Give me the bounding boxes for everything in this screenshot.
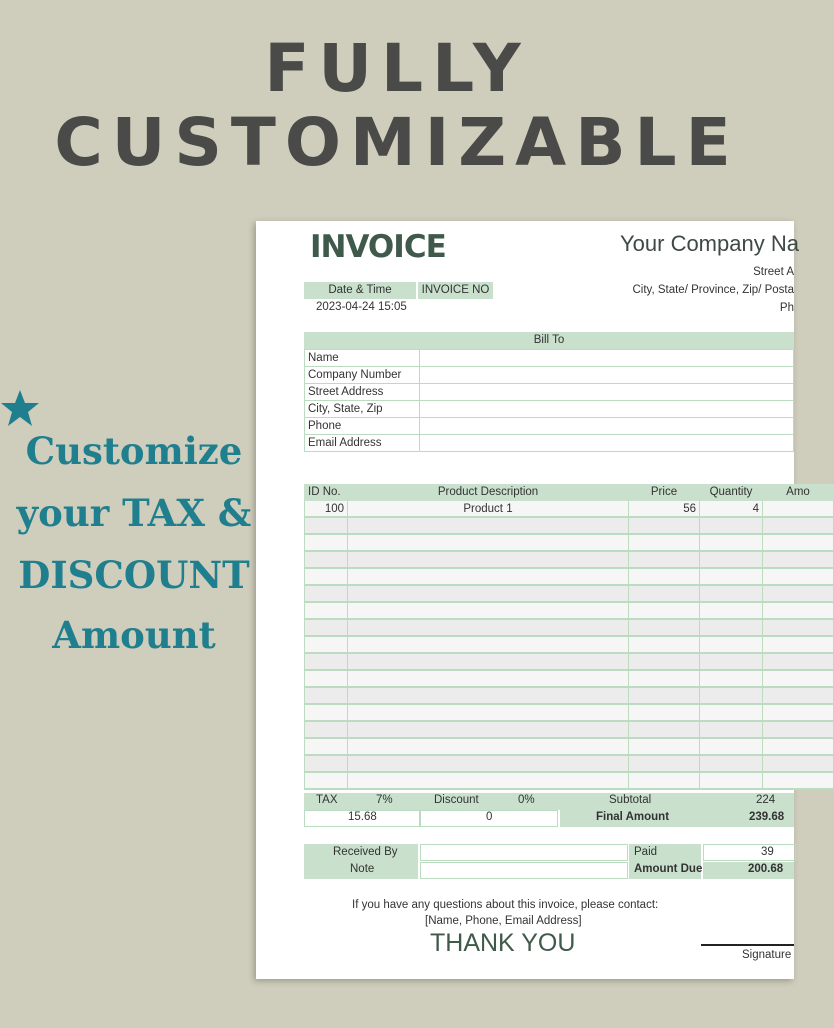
table-row <box>305 653 834 670</box>
bill-to-table <box>304 349 794 452</box>
table-row <box>305 721 834 738</box>
item-id-cell[interactable]: 100 <box>305 500 348 517</box>
headline-line-1: FULLY <box>264 30 530 107</box>
item-price-cell[interactable] <box>629 738 700 755</box>
item-amount-cell[interactable] <box>763 687 834 704</box>
item-quantity-cell[interactable] <box>700 687 763 704</box>
item-price-cell[interactable] <box>629 721 700 738</box>
item-price-cell[interactable] <box>629 636 700 653</box>
item-amount-cell[interactable] <box>763 653 834 670</box>
tax-value: 15.68 <box>348 811 377 823</box>
item-id-cell[interactable] <box>305 704 348 721</box>
invoice-no-label: INVOICE NO <box>418 282 493 299</box>
item-price-cell[interactable] <box>629 585 700 602</box>
item-id-cell[interactable] <box>305 551 348 568</box>
item-price-cell[interactable] <box>629 551 700 568</box>
bill-row-name <box>305 350 794 367</box>
item-price-cell[interactable] <box>629 517 700 534</box>
item-quantity-cell[interactable] <box>700 534 763 551</box>
item-id-cell[interactable] <box>305 636 348 653</box>
item-description-cell[interactable] <box>348 755 629 772</box>
item-description-cell[interactable] <box>348 602 629 619</box>
bill-row-city <box>305 401 794 418</box>
company-name[interactable]: Your Company Na <box>620 231 799 256</box>
contact-line-1: If you have any questions about this invoice, please contact: <box>352 899 659 911</box>
date-value[interactable]: 2023-04-24 15:05 <box>316 301 407 313</box>
item-description-cell[interactable] <box>348 551 629 568</box>
final-amount-value: 239.68 <box>749 811 785 823</box>
headline-line-2: CUSTOMIZABLE <box>54 104 740 181</box>
table-row <box>305 755 834 772</box>
item-quantity-cell[interactable] <box>700 772 763 789</box>
totals-value-bar <box>304 810 794 827</box>
item-id-cell[interactable] <box>305 653 348 670</box>
item-id-cell[interactable] <box>305 517 348 534</box>
table-row <box>305 602 834 619</box>
item-quantity-cell[interactable] <box>700 653 763 670</box>
item-amount-cell[interactable] <box>763 568 834 585</box>
item-amount-cell[interactable] <box>763 585 834 602</box>
item-amount-cell[interactable] <box>763 772 834 789</box>
table-row <box>305 551 834 568</box>
item-price-cell[interactable] <box>629 568 700 585</box>
item-description-cell[interactable] <box>348 534 629 551</box>
item-description-cell[interactable] <box>348 619 629 636</box>
item-quantity-cell[interactable] <box>700 670 763 687</box>
item-quantity-cell[interactable] <box>700 619 763 636</box>
table-row <box>305 585 834 602</box>
col-amount-header: Amo <box>763 484 834 500</box>
item-id-cell[interactable] <box>305 687 348 704</box>
bill-value[interactable] <box>420 418 794 435</box>
item-price-cell[interactable] <box>629 534 700 551</box>
discount-value: 0 <box>486 811 493 823</box>
tax-label: TAX <box>316 794 338 806</box>
item-quantity-cell[interactable] <box>700 517 763 534</box>
item-price-cell[interactable] <box>629 602 700 619</box>
bill-value[interactable] <box>420 401 794 418</box>
item-amount-cell[interactable] <box>763 602 834 619</box>
item-amount-cell[interactable] <box>763 517 834 534</box>
subtotal-value: 224 <box>756 794 776 806</box>
col-quantity-header: Quantity <box>700 484 763 500</box>
item-id-cell[interactable] <box>305 738 348 755</box>
item-quantity-cell[interactable] <box>700 568 763 585</box>
col-description-header: Product Description <box>348 484 629 500</box>
received-by-label: Received By <box>333 846 398 858</box>
item-amount-cell[interactable] <box>763 619 834 636</box>
table-row <box>305 517 834 534</box>
item-price-cell[interactable] <box>629 704 700 721</box>
bill-value[interactable] <box>420 350 794 367</box>
item-price-cell[interactable]: 56 <box>629 500 700 517</box>
date-label: Date & Time <box>304 282 416 299</box>
note-field[interactable] <box>420 862 628 879</box>
item-description-cell[interactable]: Product 1 <box>348 500 629 517</box>
item-price-cell[interactable] <box>629 687 700 704</box>
item-id-cell[interactable] <box>305 721 348 738</box>
table-row <box>305 704 834 721</box>
item-quantity-cell[interactable] <box>700 636 763 653</box>
item-description-cell[interactable] <box>348 721 629 738</box>
item-quantity-cell[interactable] <box>700 738 763 755</box>
bill-value[interactable] <box>420 384 794 401</box>
bill-label: City, State, Zip <box>305 401 420 418</box>
signature-line <box>701 944 794 946</box>
table-row <box>305 738 834 755</box>
table-row <box>305 772 834 789</box>
bill-value[interactable] <box>420 435 794 452</box>
company-street[interactable]: Street A <box>753 266 794 278</box>
item-description-cell[interactable] <box>348 772 629 789</box>
table-row <box>305 568 834 585</box>
bill-row-phone <box>305 418 794 435</box>
company-phone[interactable]: Ph <box>779 302 794 314</box>
bill-label: Company Number <box>305 367 420 384</box>
promo-line-2: your TAX & <box>16 491 252 535</box>
item-id-cell[interactable] <box>305 670 348 687</box>
item-quantity-cell[interactable] <box>700 755 763 772</box>
table-row <box>305 670 834 687</box>
col-price-header: Price <box>629 484 700 500</box>
item-description-cell[interactable] <box>348 687 629 704</box>
bill-row-company <box>305 367 794 384</box>
item-description-cell[interactable] <box>348 738 629 755</box>
bill-label: Phone <box>305 418 420 435</box>
received-by-field[interactable] <box>420 844 628 861</box>
bill-label: Street Address <box>305 384 420 401</box>
paid-value: 39 <box>761 846 774 858</box>
item-id-cell[interactable] <box>305 568 348 585</box>
item-amount-cell[interactable] <box>763 721 834 738</box>
item-description-cell[interactable] <box>348 653 629 670</box>
invoice-sheet <box>256 221 810 979</box>
item-amount-cell[interactable] <box>763 500 834 517</box>
item-price-cell[interactable] <box>629 619 700 636</box>
item-description-cell[interactable] <box>348 636 629 653</box>
item-quantity-cell[interactable] <box>700 704 763 721</box>
col-id-header: ID No. <box>305 484 348 500</box>
item-quantity-cell[interactable] <box>700 585 763 602</box>
signature-label: Signature <box>742 949 792 961</box>
discount-rate[interactable]: 0% <box>518 794 535 806</box>
item-price-cell[interactable] <box>629 755 700 772</box>
company-city[interactable]: City, State/ Province, Zip/ Posta <box>632 284 794 296</box>
item-quantity-cell[interactable]: 4 <box>700 500 763 517</box>
items-table <box>304 484 834 790</box>
item-id-cell[interactable] <box>305 619 348 636</box>
item-quantity-cell[interactable] <box>700 551 763 568</box>
item-amount-cell[interactable] <box>763 670 834 687</box>
bill-value[interactable] <box>420 367 794 384</box>
note-label: Note <box>350 863 375 875</box>
item-amount-cell[interactable] <box>763 738 834 755</box>
amount-due-label: Amount Due <box>634 863 703 875</box>
item-quantity-cell[interactable] <box>700 721 763 738</box>
amount-due-value: 200.68 <box>748 863 784 875</box>
item-id-cell[interactable] <box>305 772 348 789</box>
bill-row-street <box>305 384 794 401</box>
item-price-cell[interactable] <box>629 653 700 670</box>
item-description-cell[interactable] <box>348 568 629 585</box>
item-id-cell[interactable] <box>305 755 348 772</box>
discount-label: Discount <box>434 794 479 806</box>
table-row <box>305 687 834 704</box>
final-amount-label: Final Amount <box>596 811 670 823</box>
item-description-cell[interactable] <box>348 585 629 602</box>
item-amount-cell[interactable] <box>763 551 834 568</box>
item-id-cell[interactable] <box>305 534 348 551</box>
bill-to-heading: Bill To <box>304 332 794 349</box>
paid-label: Paid <box>634 846 658 858</box>
item-amount-cell[interactable] <box>763 755 834 772</box>
items-header-row <box>305 484 834 500</box>
bill-label: Email Address <box>305 435 420 452</box>
bill-row-email <box>305 435 794 452</box>
item-amount-cell[interactable] <box>763 534 834 551</box>
item-quantity-cell[interactable] <box>700 602 763 619</box>
bill-label: Name <box>305 350 420 367</box>
subtotal-label: Subtotal <box>609 794 652 806</box>
item-description-cell[interactable] <box>348 517 629 534</box>
item-id-cell[interactable] <box>305 585 348 602</box>
tax-rate[interactable]: 7% <box>376 794 393 806</box>
item-id-cell[interactable] <box>305 602 348 619</box>
item-amount-cell[interactable] <box>763 636 834 653</box>
table-row <box>305 636 834 653</box>
promo-line-4: Amount <box>52 613 216 657</box>
item-price-cell[interactable] <box>629 670 700 687</box>
table-row <box>305 500 834 517</box>
promo-line-1: Customize <box>25 429 243 473</box>
table-row <box>305 534 834 551</box>
item-description-cell[interactable] <box>348 670 629 687</box>
totals-header-bar <box>304 793 794 810</box>
promo-line-3: DISCOUNT <box>18 553 250 597</box>
table-row <box>305 619 834 636</box>
invoice-title: INVOICE <box>310 229 446 265</box>
paid-field[interactable] <box>703 844 796 861</box>
contact-line-2[interactable]: [Name, Phone, Email Address] <box>425 915 582 927</box>
item-amount-cell[interactable] <box>763 704 834 721</box>
item-price-cell[interactable] <box>629 772 700 789</box>
item-description-cell[interactable] <box>348 704 629 721</box>
thank-you-text: THANK YOU <box>430 929 576 957</box>
